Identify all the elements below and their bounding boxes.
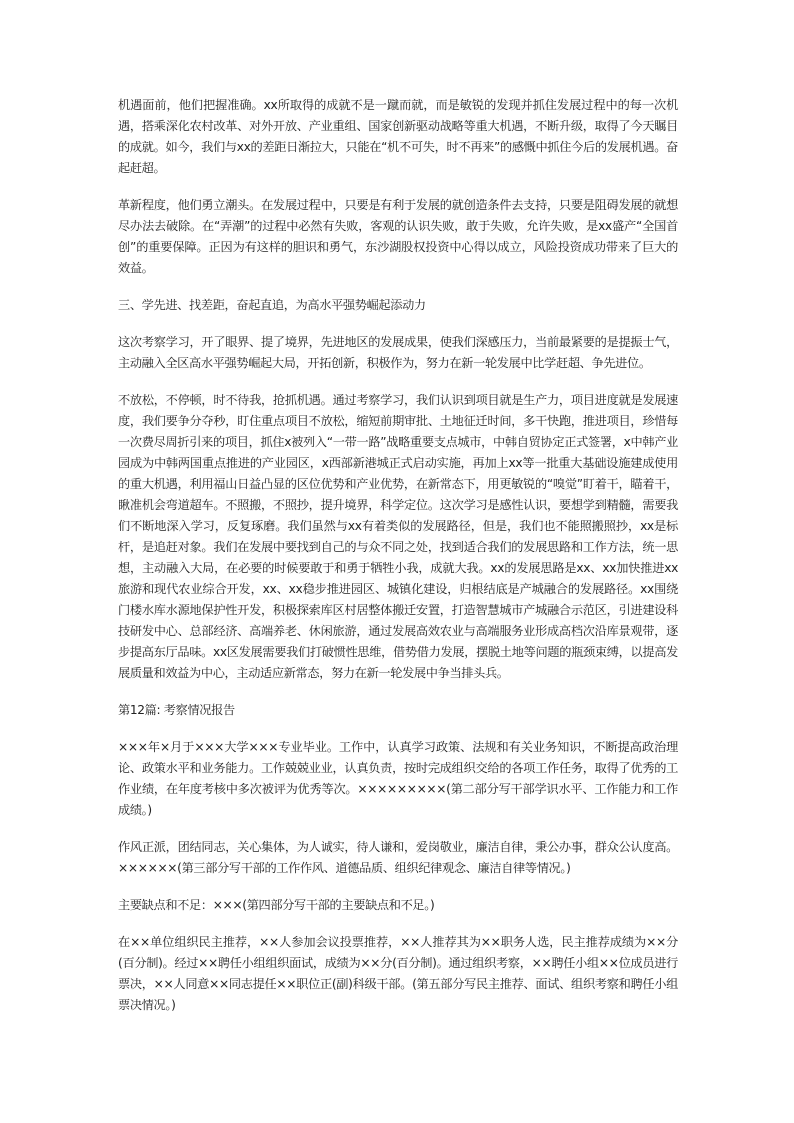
section-heading-three: 三、学先进、找差距，奋起直追，为高水平强势崛起添动力	[118, 298, 426, 312]
paragraph-opportunity: 机遇面前，他们把握准确。xx所取得的成就不是一蹴而就，而是敏锐的发现并抓住发展过程中的每一次机遇，搭乘深化农村改革、对外开放、产业重组、国家创新驱动战略等重大机遇，不断升级，取得了今天瞩目的成就。如今，我们与xx的差距日渐拉大，只能在“机不可失，时不再来”的感慨中抓住今后的发展机遇。奋起赶超。	[118, 98, 678, 175]
paragraph-shortcomings: 主要缺点和不足：×××(第四部分写干部的主要缺点和不足。)	[118, 898, 435, 912]
article-heading-12: 第12篇: 考察情况报告	[118, 703, 235, 717]
paragraph-work-performance: ×××年×月于×××大学×××专业毕业。工作中，认真学习政策、法规和有关业务知识，不断提高政治理论、政策水平和业务能力。工作兢兢业业，认真负责，按时完成组织交给的各项工作任务，取得了优秀的工作业绩，在年度考核中多次被评为优秀等次。×××××××××(第二部分写干部学识水平、工作能力和工作成绩。)	[118, 740, 678, 817]
paragraph-innovation: 革新程度，他们勇立潮头。在发展过程中，只要是有利于发展的就创造条件去支持，只要是阻碍发展的就想尽办法去破除。在“弄潮”的过程中必然有失败，客观的认识失败，敢于失败，允许失败，是xx盛产“全国首创”的重要保障。正因为有这样的胆识和勇气，东沙湖股权投资中心得以成立，风险投资成功带来了巨大的效益。	[118, 198, 678, 275]
paragraph-recommendation: 在××单位组织民主推荐，××人参加会议投票推荐，××人推荐其为××职务人选，民主推荐成绩为××分(百分制)。经过××聘任小组组织面试，成绩为××分(百分制)。通过组织考察，××聘任小组××位成员进行票决，××人同意××同志提任××职位正(副)科级干部。(第五部分写民主推荐、面试、组织考察和聘任小组票决情况。)	[118, 935, 678, 1012]
paragraph-seize-opportunities: 不放松，不停顿，时不待我，抢抓机遇。通过考察学习，我们认识到项目就是生产力，项目进度就是发展速度，我们要争分夺秒，盯住重点项目不放松，缩短前期审批、土地征迁时间，多干快跑，推进项目，珍惜每一次费尽周折引来的项目，抓住x被列入“一带一路”战略重要支点城市，中韩自贸协定正式签署，x中韩产业园成为中韩两国重点推进的产业园区，x西部新港城正式启动实施，再加上xx等一批重大基础设施建成使用的重大机遇，利用福山日益凸显的区位优势和产业优势，在新常态下，用更敏锐的“嗅觉”盯着干，瞄着干，瞅准机会弯道超车。不照搬，不照抄，提升境界，科学定位。这次学习是感性认识，要想学到精髓，需要我们不断地深入学习，反复琢磨。我们虽然与xx有着类似的发展路径，但是，我们也不能照搬照抄，xx是标杆，是追赶对象。我们在发展中要找到自己的与众不同之处，找到适合我们的发展思路和工作方法，统一思想，主动融入大局，在必要的时候要敢于和勇于牺牲小我，成就大我。xx的发展思路是xx、xx加快推进xx旅游和现代农业综合开发，xx、xx稳步推进园区、城镇化建设，归根结底是产城融合的发展路径。xx围绕门楼水库水源地保护性开发，积极探索库区村居整体搬迁安置，打造智慧城市产城融合示范区，引进建设科技研发中心、总部经济、高端养老、休闲旅游，通过发展高效农业与高端服务业形成高档次沿库景观带，逐步提高东厅品味。xx区发展需要我们打破惯性思维，借势借力发展，摆脱土地等问题的瓶颈束缚，以提高发展质量和效益为中心，主动适应新常态，努力在新一轮发展中争当排头兵。	[118, 393, 678, 680]
paragraph-inspection-study: 这次考察学习，开了眼界、提了境界，先进地区的发展成果，使我们深感压力，当前最紧要的是提振士气，主动融入全区高水平强势崛起大局，开拓创新，积极作为，努力在新一轮发展中比学赶超、争先进位。	[118, 335, 678, 370]
document-page	[118, 95, 678, 1032]
paragraph-work-style: 作风正派，团结同志，关心集体，为人诚实，待人谦和，爱岗敬业，廉洁自律，秉公办事，群众公认度高。××××××(第三部分写干部的工作作风、道德品质、组织纪律观念、廉洁自律等情况。)	[118, 840, 678, 875]
